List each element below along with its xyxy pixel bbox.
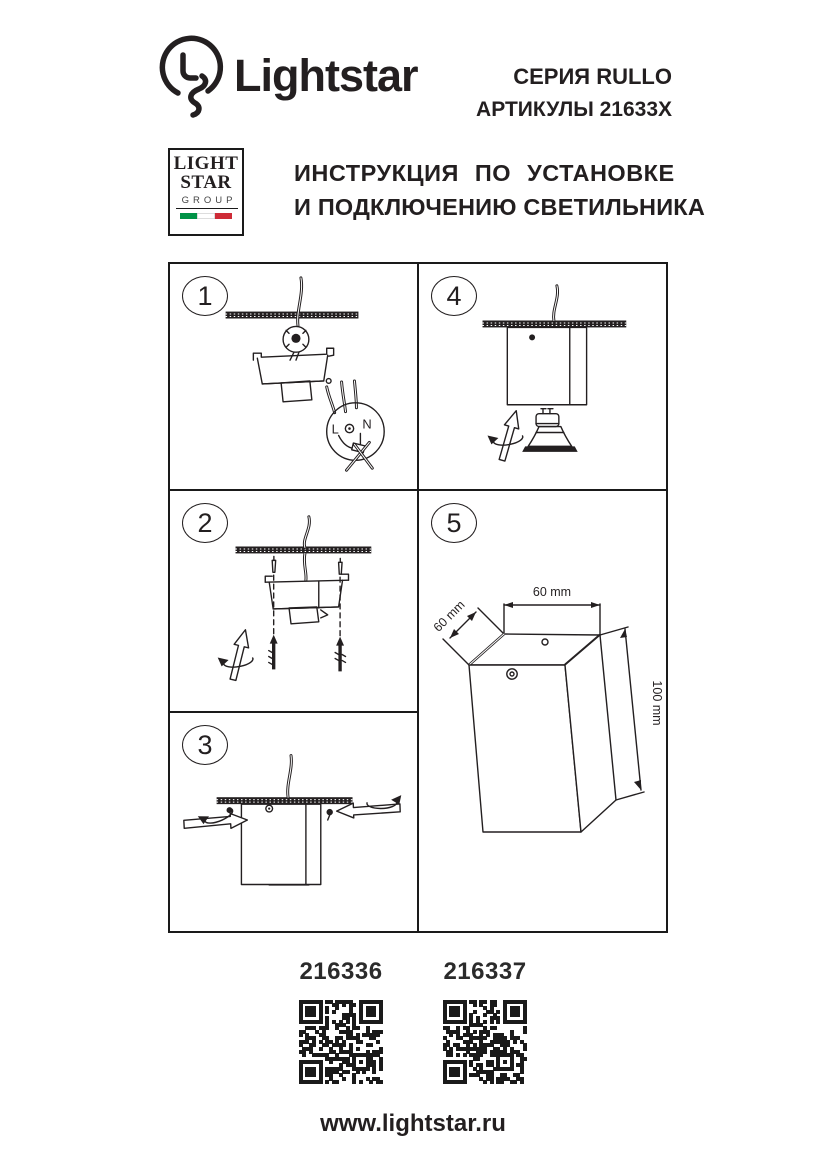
panel-step-3: [170, 713, 419, 931]
panel-step-4: [419, 264, 666, 491]
dim-side-label: 60 mm: [430, 597, 468, 635]
slide-arrow-left: [184, 809, 248, 831]
insert-rotate-arrow: [487, 409, 523, 463]
website-url: www.lightstar.ru: [320, 1110, 506, 1137]
qr-item: [439, 958, 531, 1089]
qr-code-216337: [443, 1000, 527, 1084]
screwdriver-rotation-arrow: [218, 628, 253, 682]
qr-item: [295, 958, 387, 1089]
screw-left: [269, 556, 278, 669]
series-label: СЕРИЯ RULLO: [513, 64, 672, 89]
screw-right: [335, 558, 345, 671]
group-logo-star: STAR: [180, 172, 232, 193]
step-number-badge: 5: [431, 503, 477, 543]
article-number: 216336: [299, 958, 383, 985]
document-title: [294, 156, 705, 224]
fixture-box: [469, 634, 616, 832]
mounting-bracket: [253, 348, 333, 402]
group-logo-group: GROUP: [176, 195, 238, 209]
qr-section: [0, 958, 826, 1089]
step-number-badge: 2: [182, 503, 228, 543]
article-number: 216337: [443, 958, 527, 985]
title-line-1: ИНСТРУКЦИЯ ПО УСТАНОВКЕ: [294, 160, 675, 186]
lightstar-group-logo: [168, 148, 244, 236]
step-5-dimension-drawing: [419, 491, 666, 931]
ceiling: [217, 797, 353, 804]
panel-step-5: [419, 491, 666, 931]
step-number-badge: 3: [182, 725, 228, 765]
panel-step-1: [170, 264, 419, 491]
wiring-detail: [327, 381, 384, 470]
brand-wordmark: Lightstar: [234, 50, 418, 101]
dim-height-label: 100 mm: [650, 680, 664, 726]
step-number-badge: 1: [182, 276, 228, 316]
instruction-grid: [168, 262, 668, 933]
group-logo-light: LIGHT: [173, 153, 239, 174]
qr-code-216336: [299, 1000, 383, 1084]
header-product-info: [476, 60, 672, 126]
mount-point: [283, 326, 309, 352]
lamp-body: [241, 804, 320, 885]
ceiling: [226, 312, 359, 319]
panel-step-2: [170, 491, 419, 713]
step-number-badge: 4: [431, 276, 477, 316]
mounting-bracket: [265, 574, 348, 624]
terminal-n-label: N: [362, 416, 372, 432]
italian-flag-stripe: [180, 213, 232, 219]
terminal-l-label: L: [331, 421, 339, 437]
lightstar-bulb-icon: [156, 34, 232, 122]
title-line-2: И ПОДКЛЮЧЕНИЮ СВЕТИЛЬНИКА: [294, 194, 706, 220]
dimension-top-width: [504, 585, 600, 635]
power-wire: [288, 756, 292, 798]
dim-top-label: 60 mm: [532, 585, 572, 599]
power-wire: [554, 286, 558, 321]
gu10-bulb: [522, 409, 578, 452]
articles-label: АРТИКУЛЫ 21633X: [476, 98, 672, 121]
lamp-body: [507, 327, 586, 404]
